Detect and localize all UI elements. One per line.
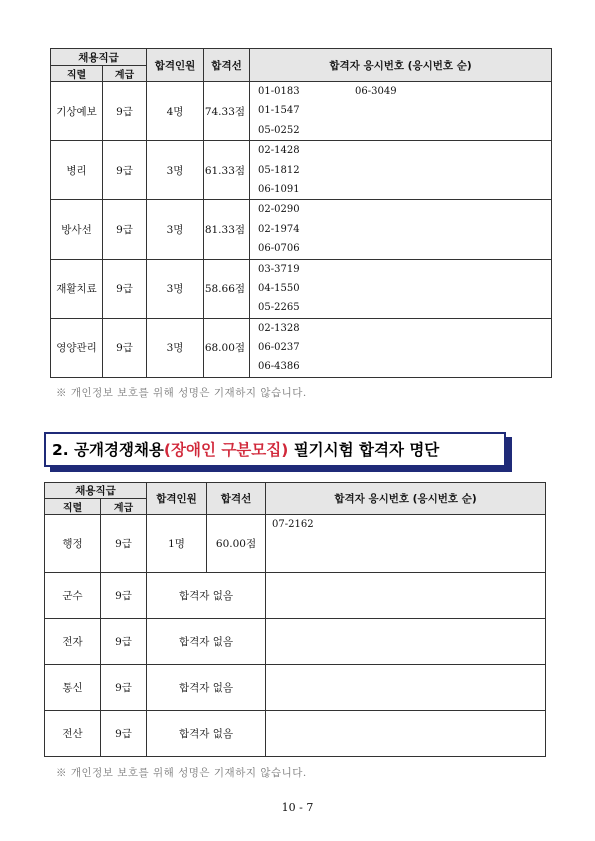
header-grade: 계급 — [101, 499, 147, 515]
ids-cell — [266, 619, 546, 665]
applicant-id: 06-0706 — [258, 243, 300, 255]
ids-cell — [266, 573, 546, 619]
cutoff-cell: 60.00점 — [207, 515, 266, 573]
grade-cell: 9급 — [103, 82, 147, 141]
header-ids: 합격자 응시번호 (응시번호 순) — [266, 483, 546, 515]
cutoff-cell: 68.00점 — [204, 318, 250, 377]
cutoff-cell: 61.33점 — [204, 141, 250, 200]
count-cell: 3명 — [147, 200, 204, 259]
table-row — [45, 665, 546, 711]
applicant-id: 03-3719 — [258, 263, 300, 275]
table-row — [45, 515, 546, 573]
page-number: 10 - 7 — [281, 801, 314, 814]
section-heading-box — [44, 432, 506, 467]
applicant-id: 06-3049 — [355, 86, 397, 97]
cutoff-cell: 74.33점 — [204, 82, 250, 141]
table-row — [51, 141, 552, 200]
count-cell: 3명 — [147, 141, 204, 200]
count-cell: 1명 — [147, 515, 207, 573]
table-row — [45, 619, 546, 665]
ids-cell — [266, 515, 546, 573]
header-ids: 합격자 응시번호 (응시번호 순) — [250, 49, 552, 82]
section-title-highlight: (장애인 구분모집) — [163, 441, 289, 459]
applicant-id: 01-0183 — [258, 86, 300, 97]
ids-cell — [250, 318, 552, 377]
grade-cell: 9급 — [103, 318, 147, 377]
grade-cell: 9급 — [103, 141, 147, 200]
grade-cell: 9급 — [101, 515, 147, 573]
applicant-id: 06-4386 — [258, 361, 300, 373]
field-cell: 행정 — [45, 515, 101, 573]
no-pass-cell: 합격자 없음 — [147, 711, 266, 757]
grade-cell: 9급 — [101, 665, 147, 711]
field-cell: 영양관리 — [51, 318, 103, 377]
ids-cell — [250, 82, 552, 141]
applicant-id: 04-1550 — [258, 282, 300, 294]
field-cell: 방사선 — [51, 200, 103, 259]
grade-cell: 9급 — [101, 711, 147, 757]
applicant-id: 06-0237 — [258, 342, 300, 354]
no-pass-cell: 합격자 없음 — [147, 665, 266, 711]
field-cell: 전산 — [45, 711, 101, 757]
section-title-suffix: 필기시험 합격자 명단 — [288, 441, 440, 459]
table-row — [51, 259, 552, 318]
applicant-id: 01-1547 — [258, 105, 300, 117]
applicant-id: 02-1974 — [258, 223, 300, 235]
cutoff-cell: 58.66점 — [204, 259, 250, 318]
section-title-prefix: 2. 공개경쟁채용 — [52, 441, 164, 459]
applicant-id: 02-1328 — [258, 322, 300, 334]
header-count: 합격인원 — [147, 483, 207, 515]
applicant-id: 07-2162 — [272, 519, 314, 530]
field-cell: 군수 — [45, 573, 101, 619]
count-cell: 3명 — [147, 259, 204, 318]
applicant-id: 06-1091 — [258, 183, 300, 195]
ids-cell — [250, 200, 552, 259]
privacy-note: ※ 개인정보 보호를 위해 성명은 기재하지 않습니다. — [56, 387, 307, 399]
header-count: 합격인원 — [147, 49, 204, 82]
table-row — [45, 711, 546, 757]
field-cell: 재활치료 — [51, 259, 103, 318]
applicant-id: 02-1428 — [258, 145, 300, 157]
ids-cell — [250, 259, 552, 318]
privacy-note: ※ 개인정보 보호를 위해 성명은 기재하지 않습니다. — [56, 767, 307, 779]
field-cell: 병리 — [51, 141, 103, 200]
header-grade: 계급 — [103, 66, 147, 82]
field-cell: 전자 — [45, 619, 101, 665]
ids-cell — [250, 141, 552, 200]
results-table-2 — [44, 482, 546, 757]
count-cell: 4명 — [147, 82, 204, 141]
results-table-1 — [50, 48, 552, 378]
table-row — [45, 573, 546, 619]
header-field: 직렬 — [45, 499, 101, 515]
ids-cell — [266, 665, 546, 711]
ids-cell — [266, 711, 546, 757]
applicant-id: 05-0252 — [258, 124, 300, 136]
grade-cell: 9급 — [101, 619, 147, 665]
section-title — [52, 438, 439, 460]
no-pass-cell: 합격자 없음 — [147, 573, 266, 619]
table-row — [51, 200, 552, 259]
no-pass-cell: 합격자 없음 — [147, 619, 266, 665]
table-row — [51, 318, 552, 377]
cutoff-cell: 81.33점 — [204, 200, 250, 259]
count-cell: 3명 — [147, 318, 204, 377]
grade-cell: 9급 — [101, 573, 147, 619]
grade-cell: 9급 — [103, 200, 147, 259]
header-cutoff: 합격선 — [204, 49, 250, 82]
table-row — [51, 82, 552, 141]
header-group: 채용직급 — [51, 49, 147, 66]
header-field: 직렬 — [51, 66, 103, 82]
applicant-id: 02-0290 — [258, 204, 300, 216]
grade-cell: 9급 — [103, 259, 147, 318]
applicant-id: 05-2265 — [258, 302, 300, 314]
header-cutoff: 합격선 — [207, 483, 266, 515]
header-group: 채용직급 — [45, 483, 147, 499]
field-cell: 기상예보 — [51, 82, 103, 141]
applicant-id: 05-1812 — [258, 164, 300, 176]
field-cell: 통신 — [45, 665, 101, 711]
